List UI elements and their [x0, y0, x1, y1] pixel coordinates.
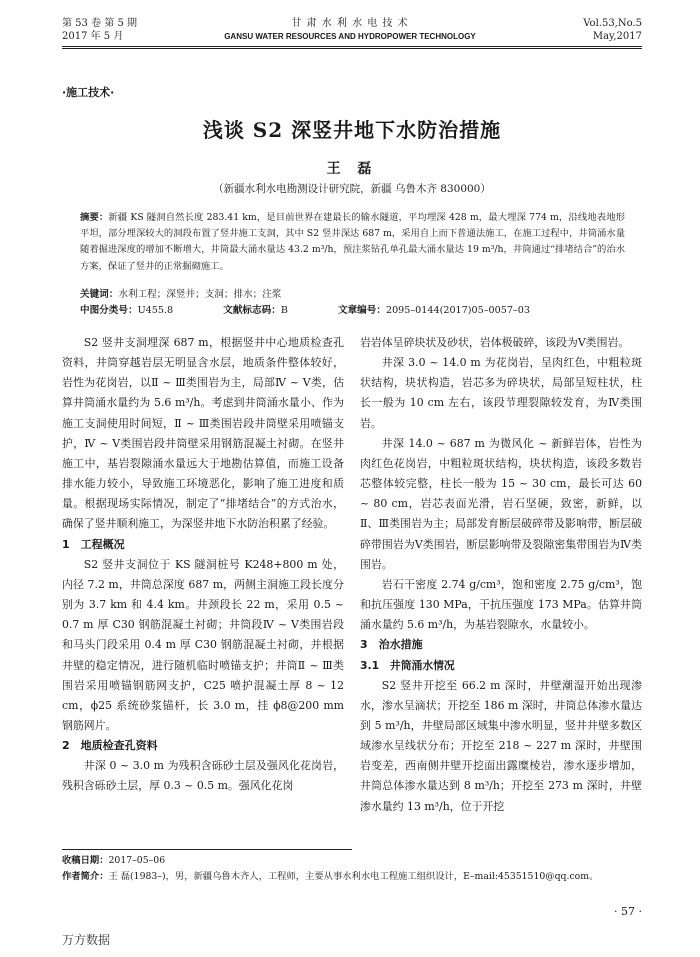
- section-heading-1: 1 工程概况: [62, 537, 125, 551]
- geology-paragraph-2: 井深 3.0 ~ 14.0 m 为花岗岩，呈肉红色，中粗粒斑状结构，块状构造，岩芯多为碎块状，局部呈短柱状，柱长一般为 10 cm 左右，该段节理裂隙较发育，为Ⅳ类围岩。: [360, 356, 642, 430]
- doc-code-value: B: [280, 305, 288, 316]
- header-date-cn: 2017 年 5 月: [62, 31, 124, 42]
- clc-label: 中图分类号：: [80, 305, 138, 316]
- footnote-received: [62, 854, 642, 868]
- article-number-label: 文章编号：: [338, 305, 386, 316]
- received-date: 2017–05–06: [108, 855, 166, 866]
- project-overview-paragraph: S2 竖井支洞位于 KS 隧洞桩号 K248+800 m 处，内径 7.2 m，井筒总深度 687 m，两侧主洞施工段长度分别为 3.7 km 和 4.4 km。井颈段长 22 m，采用 0.5 ~ 0.7 m 厚 C30 钢筋混凝土衬砌；井筒段Ⅳ ~ Ⅴ类围岩段和马头门段采用 0.4 m 厚 C30 钢筋混凝土衬砌，并根据井壁的稳定情况，进行随机临时喷锚支护；井筒Ⅱ ~ Ⅲ类围岩采用喷锚钢筋网支护，C25 喷护混凝土厚 8 ~ 12 cm，ϕ25 系统砂浆锚杆，长 3.0 m，挂 ϕ8@200 mm 钢筋网片。: [62, 557, 344, 732]
- keywords-label: 关键词：: [80, 289, 119, 300]
- abstract-text: 新疆 KS 隧洞自然长度 283.41 km，是目前世界在建最长的输水隧道，平均埋深 428 m，最大埋深 774 m，沿线地表地形平坦，部分埋深较大的洞段布置了竖井施工支洞，其中 S2 竖井深达 687 m，采用自上而下普通法施工，在施工过程中，井筒涌水量随着掘进深度的增加不断增大，井筒最大涌水量达 43.2 m³/h，预注浆钻孔单孔最大涌水量达 19 m³/h，井筒通过“排堵结合”的治水方案，保证了竖井的正常掘砌施工。: [80, 212, 625, 272]
- header-journal-cn: 甘 肃 水 利 水 电 技 术: [291, 18, 409, 29]
- classification-line: [80, 304, 625, 318]
- footnote-rule: [62, 849, 352, 850]
- geology-paragraph-1: 井深 0 ~ 3.0 m 为残积含砾砂土层及强风化花岗岩，残积含砾砂土层，厚 0.3 ~ 0.5 m。强风化花岗: [62, 759, 344, 793]
- page-number: · 57 ·: [614, 905, 642, 918]
- section-heading-2: 2 地质检查孔资料: [62, 739, 158, 753]
- subsection-heading-3-1: 3.1 井筒涌水情况: [360, 658, 455, 672]
- header-volume-cn: 第 53 卷 第 5 期: [62, 18, 137, 29]
- author-name: 王 磊: [326, 161, 378, 177]
- header-volume-en: Vol.53,No.5: [583, 18, 642, 29]
- article-number-value: 2095–0144(2017)05–0057–03: [385, 305, 530, 316]
- footnote-author: [62, 870, 662, 884]
- doc-code-label: 文献标志码：: [223, 305, 281, 316]
- author-bio-label: 作者简介：: [62, 871, 109, 882]
- geology-paragraph-3: 井深 14.0 ~ 687 m 为微风化 ~ 新鲜岩体，岩性为肉红色花岗岩，中粗粒斑状结构，块状构造，该段多数岩芯整体较完整，柱长一般为 15 ~ 30 cm，最长可达 60 ~ 80 cm，岩芯表面光滑，岩石坚硬，致密，新鲜，以Ⅱ、Ⅲ类围岩为主；局部发育断层破碎带及影响带，断层破碎带围岩为Ⅴ类围岩，断层影响带及裂隙密集带围岩为Ⅳ类围岩。: [360, 436, 642, 571]
- section-heading-3: 3 治水措施: [360, 638, 423, 652]
- section-tag: ·施工技术·: [62, 86, 115, 99]
- abstract: [80, 210, 625, 275]
- right-column: [360, 333, 642, 817]
- keywords-text: 水利工程；深竖井；支洞；排水；注浆: [118, 289, 282, 300]
- clc-value: U455.8: [137, 305, 174, 316]
- received-label: 收稿日期：: [62, 855, 109, 866]
- rock-properties-paragraph: 岩石干密度 2.74 g/cm³，饱和密度 2.75 g/cm³，饱和抗压强度 130 MPa，干抗压强度 173 MPa。估算井筒涌水量约 5.6 m³/h，为基岩裂隙水，水量较小。: [360, 577, 642, 632]
- keywords: [80, 288, 625, 302]
- header-rule-thin: [62, 48, 642, 49]
- geology-paragraph-cont: 岩岩体呈碎块状及砂状，岩体极破碎，该段为Ⅴ类围岩。: [360, 336, 630, 349]
- water-inflow-paragraph: S2 竖井开挖至 66.2 m 深时，井壁潮湿开始出现渗水，渗水呈滴状；开挖至 186 m 深时，井筒总体渗水量达到 5 m³/h，井壁局部区域集中渗水明显，竖井井壁多数区域渗水呈线状分布；开挖至 218 ~ 227 m 深时，井壁围岩变差，西南侧井壁开挖面出露糜棱岩，渗水逐步增加，井筒总体渗水量达到 8 m³/h；开挖至 273 m 深时，井壁渗水量约 13 m³/h，位于开挖: [360, 678, 642, 813]
- abstract-label: 摘要：: [80, 212, 109, 223]
- intro-paragraph: S2 竖井支洞埋深 687 m，根据竖井中心地质检查孔资料，井筒穿越岩层无明显含水层，地质条件整体较好，岩性为花岗岩，以Ⅱ ~ Ⅲ类围岩为主，局部Ⅳ ~ Ⅴ类，估算井筒涌水量约为 5.6 m³/h。考虑到井筒涌水量小、作为施工支洞使用时间短，Ⅱ ~ Ⅲ类围岩段井筒壁采用喷锚支护，Ⅳ ~ Ⅴ类围岩段井筒壁采用钢筋混凝土衬砌。在竖井施工中，基岩裂隙涌水量远大于地勘估算值，而施工设备排水能力较小，导致施工环境恶化，影响了施工进度和质量。根据现场实际情况，制定了“排堵结合”的方式治水，确保了竖井顺利施工，为深竖井地下水防治积累了经验。: [62, 336, 344, 531]
- watermark: 万方数据: [62, 933, 111, 947]
- left-column: [62, 333, 344, 797]
- header-date-en: May,2017: [592, 31, 642, 42]
- page-title: 浅谈 S2 深竖井地下水防治措施: [202, 118, 502, 142]
- header-rule: [62, 46, 642, 47]
- author-affiliation: （新疆水利水电勘测设计研究院，新疆 乌鲁木齐 830000）: [213, 183, 491, 195]
- author-bio-text: 王 磊(1983–)，男，新疆乌鲁木齐人，工程师，主要从事水利水电工程施工组织设计，E–mail:45351510@qq.com。: [108, 871, 599, 882]
- header-journal-en: GANSU WATER RESOURCES AND HYDROPOWER TECHNOLOGY: [224, 32, 476, 41]
